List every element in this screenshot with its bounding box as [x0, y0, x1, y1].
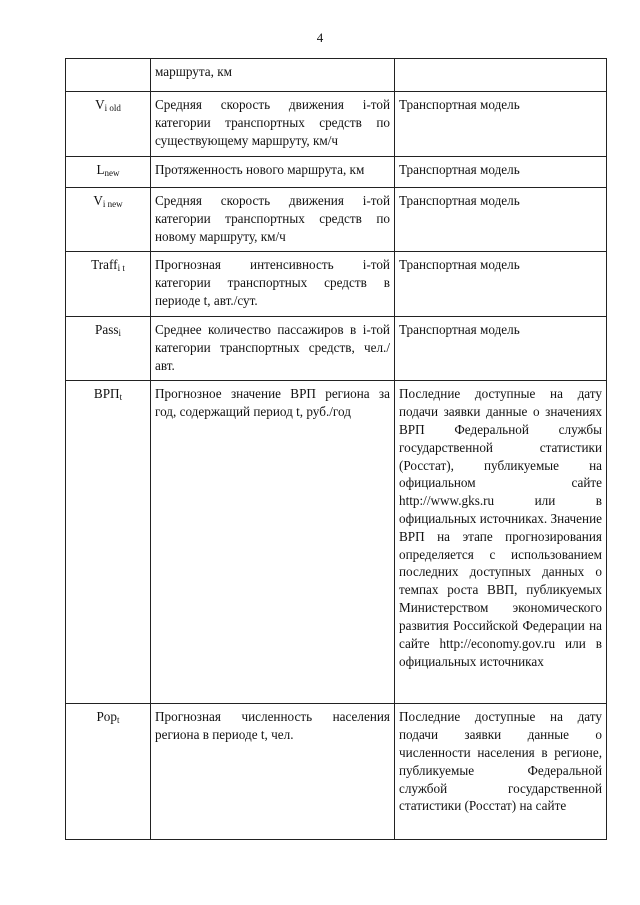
symbol-cell: Pop$_t$ [66, 704, 151, 840]
symbol-cell: $L_{new}$ [66, 157, 151, 188]
source-cell: Транспортная модель [395, 92, 607, 157]
definition-cell: Прогнозная интенсивность i-той категории транспортных средств в периоде t, авт./сут. [151, 252, 395, 316]
table-row [66, 316, 607, 380]
definition-cell: Среднее количество пассажиров в i-той категории транспортных средств, чел./авт. [151, 316, 395, 380]
source-cell: Транспортная модель [395, 316, 607, 380]
source-cell: Последние доступные на дату подачи заявки данные о значениях ВРП Федеральной службы государственной статистики (Росстат), публикуемые на официальном сайте http://www.gks.ru или в официальных источниках. Значение ВРП на этапе прогнозирования определяется с использованием последних доступных данных о темпах роста ВВП, публикуемых Министерством экономического развития Российской Федерации на сайте http://economy.gov.ru или в официальных источниках [395, 381, 607, 704]
table-row [66, 188, 607, 252]
source-cell: Последние доступные на дату подачи заявки данные о численности населения в регионе, публикуемые Федеральной службой государственной статистики (Росстат) на сайте [395, 704, 607, 840]
table-row [66, 59, 607, 92]
table-row [66, 92, 607, 157]
table-row [66, 157, 607, 188]
symbol-cell: $V_{i old}$ [66, 92, 151, 157]
definition-cell: Средняя скорость движения i-той категории транспортных средств по существующему маршруту, км/ч [151, 92, 395, 157]
source-cell: Транспортная модель [395, 252, 607, 316]
source-cell: Транспортная модель [395, 157, 607, 188]
symbol-cell [66, 59, 151, 92]
table-row [66, 704, 607, 840]
source-cell: Транспортная модель [395, 188, 607, 252]
symbol-cell: $V_{i new}$ [66, 188, 151, 252]
symbol-cell: Traff$_{i t}$ [66, 252, 151, 316]
definition-cell: маршрута, км [151, 59, 395, 92]
table-row [66, 252, 607, 316]
definition-cell: Средняя скорость движения i-той категории транспортных средств по новому маршруту, км/ч [151, 188, 395, 252]
definition-cell: Протяженность нового маршрута, км [151, 157, 395, 188]
definition-cell: Прогнозная численность населения региона в периоде t, чел. [151, 704, 395, 840]
definition-cell: Прогнозное значение ВРП региона за год, содержащий период t, руб./год [151, 381, 395, 704]
table-row [66, 381, 607, 704]
symbol-cell: Pass$_i$ [66, 316, 151, 380]
page-number: 4 [316, 30, 324, 45]
symbol-cell: $ВРП_t$ [66, 381, 151, 704]
variables-table [65, 58, 607, 840]
source-cell [395, 59, 607, 92]
